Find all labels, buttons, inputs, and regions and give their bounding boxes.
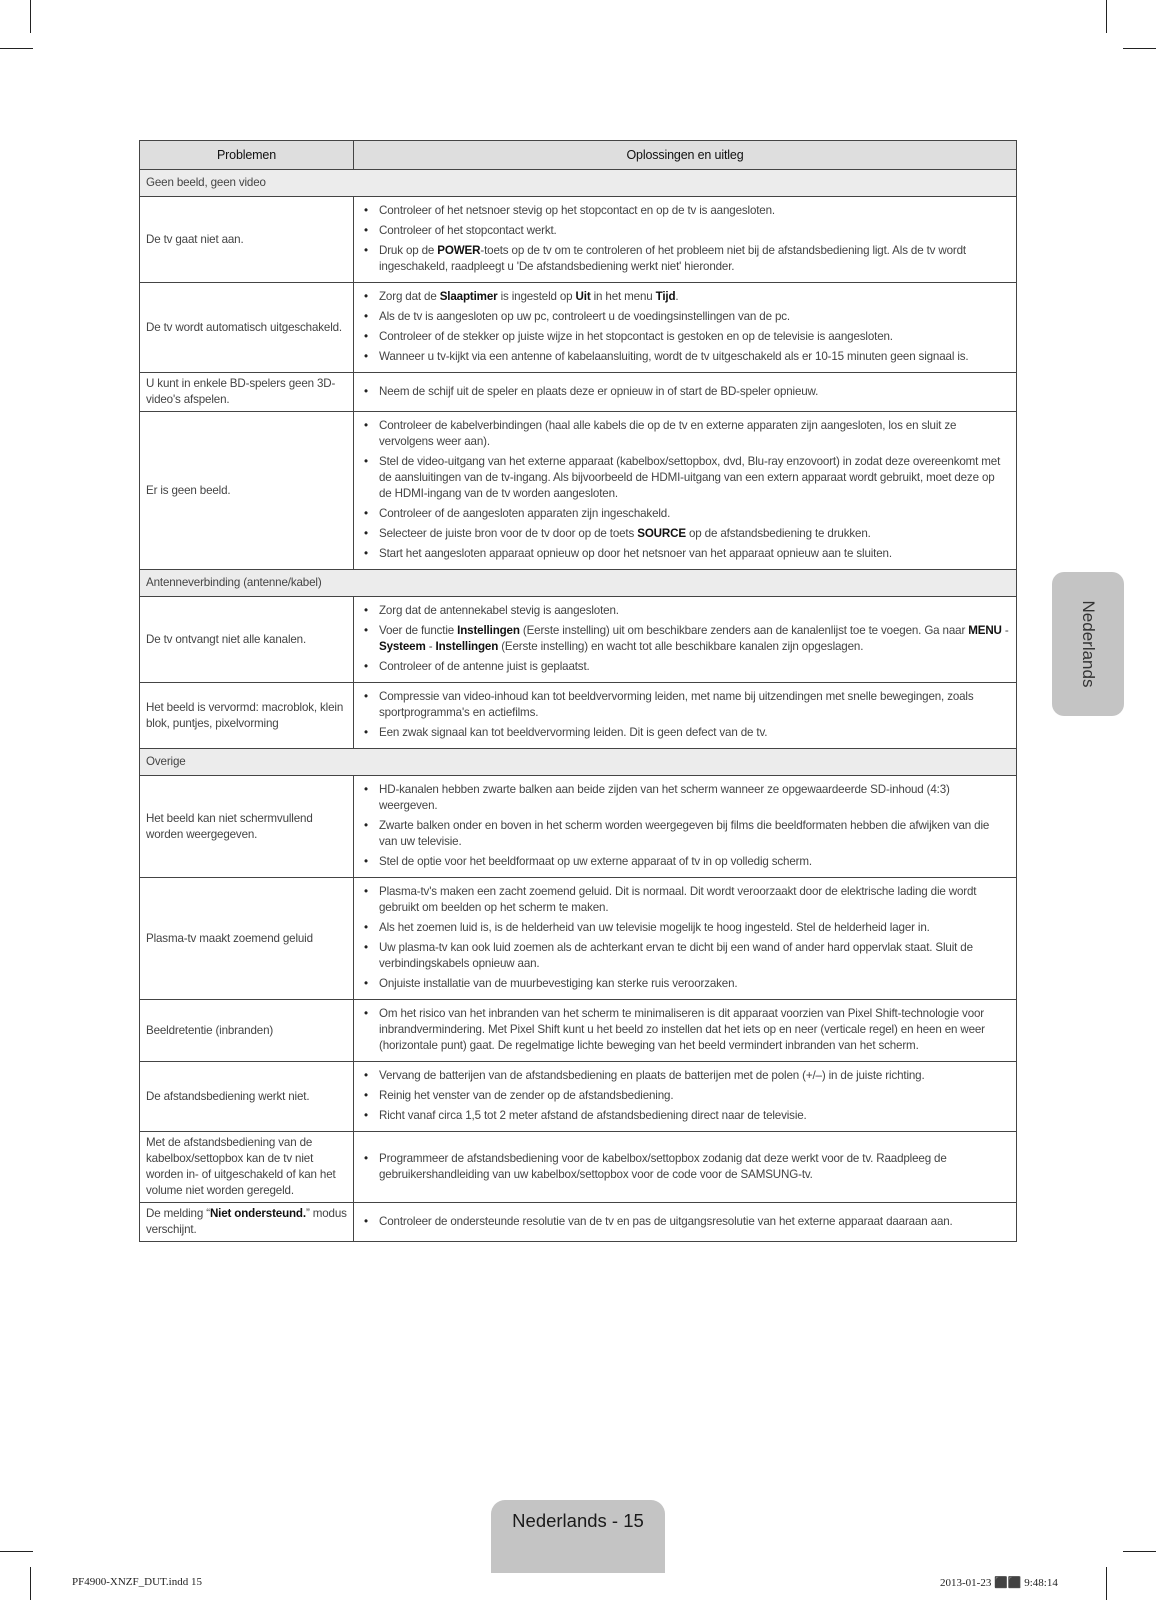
page-number-tab <box>491 1500 665 1573</box>
column-header-solutions: Oplossingen en uitleg <box>354 141 1017 170</box>
footer-file-info: PF4900-XNZF_DUT.indd 15 <box>72 1576 202 1588</box>
problem-cell: De tv ontvangt niet alle kanalen. <box>140 597 354 683</box>
table-row <box>140 197 1017 283</box>
crop-mark <box>30 1567 31 1600</box>
problem-cell: Er is geen beeld. <box>140 412 354 570</box>
section-row <box>140 570 1017 597</box>
section-row <box>140 749 1017 776</box>
solution-item: • Zorg dat de antennekabel stevig is aangesloten. <box>362 603 1010 619</box>
solution-item: • Voer de functie Instellingen (Eerste instelling) uit om beschikbare zenders aan de kanalenlijst toe te voegen. Ga naar MENU - Systeem - Instellingen (Eerste instelling) en wacht tot alle beschikbare kanalen zijn opgeslagen. <box>362 623 1010 655</box>
column-header-problems: Problemen <box>140 141 354 170</box>
problem-cell: De tv wordt automatisch uitgeschakeld. <box>140 283 354 373</box>
solution-item: • Stel de optie voor het beeldformaat op uw externe apparaat of tv in op volledig scherm. <box>362 854 1010 870</box>
solution-list <box>362 1068 1010 1124</box>
solution-list <box>362 1006 1010 1054</box>
solution-item: • Controleer de kabelverbindingen (haal alle kabels die op de tv en externe apparaten zijn aangesloten, los en sluit ze vervolgens weer aan). <box>362 418 1010 450</box>
problem-cell: Het beeld kan niet schermvullend worden weergegeven. <box>140 776 354 878</box>
solution-item: • Stel de video-uitgang van het externe apparaat (kabelbox/settopbox, dvd, Blu-ray enzovoort) in zodat deze overeenkomt met de aansluitingen van de tv-ingang. Als bijvoorbeeld de HDMI-uitgang van een extern apparaat wordt gebruikt, moet deze op de HDMI-ingang van de tv worden aangesloten. <box>362 454 1010 502</box>
section-row <box>140 170 1017 197</box>
table-row <box>140 683 1017 749</box>
solution-list <box>362 203 1010 275</box>
solution-list <box>362 289 1010 365</box>
solution-list <box>362 689 1010 741</box>
solution-item: • Programmeer de afstandsbediening voor de kabelbox/settopbox zodanig dat deze werkt voor de tv. Raadpleeg de gebruikershandleiding van uw kabelbox/settopbox voor de code voor de SAMSUNG-tv. <box>362 1151 1010 1183</box>
solution-cell <box>354 683 1017 749</box>
section-title: Overige <box>140 749 1017 776</box>
solution-cell <box>354 412 1017 570</box>
solution-item: • Controleer of het netsnoer stevig op het stopcontact en op de tv is aangesloten. <box>362 203 1010 219</box>
table-row <box>140 1062 1017 1132</box>
solution-cell <box>354 1203 1017 1242</box>
solution-item: • Wanneer u tv-kijkt via een antenne of kabelaansluiting, wordt de tv uitgeschakeld als er 10-15 minuten geen signaal is. <box>362 349 1010 365</box>
solution-item: • Reinig het venster van de zender op de afstandsbediening. <box>362 1088 1010 1104</box>
crop-mark <box>30 0 31 33</box>
solution-list <box>362 884 1010 992</box>
solution-item: • Onjuiste installatie van de muurbevestiging kan sterke ruis veroorzaken. <box>362 976 1010 992</box>
problem-cell: De tv gaat niet aan. <box>140 197 354 283</box>
crop-mark <box>1123 48 1156 49</box>
solution-cell <box>354 878 1017 1000</box>
table-row <box>140 1000 1017 1062</box>
solution-list <box>362 1151 1010 1183</box>
solution-list <box>362 603 1010 675</box>
problem-cell: De afstandsbediening werkt niet. <box>140 1062 354 1132</box>
solution-cell <box>354 1132 1017 1203</box>
solution-item: • Als het zoemen luid is, is de helderheid van uw televisie mogelijk te hoog ingesteld. Stel de helderheid lager in. <box>362 920 1010 936</box>
table-header-row <box>140 141 1017 170</box>
solution-item: • Controleer of de stekker op juiste wijze in het stopcontact is gestoken en op de televisie is aangesloten. <box>362 329 1010 345</box>
solution-item: • Uw plasma-tv kan ook luid zoemen als de achterkant ervan te dicht bij een wand of ander hard oppervlak staat. Sluit de verbindingskabels opnieuw aan. <box>362 940 1010 972</box>
crop-mark <box>1106 0 1107 33</box>
table-row <box>140 1132 1017 1203</box>
solution-list <box>362 1214 1010 1230</box>
crop-mark <box>1106 1567 1107 1600</box>
problem-cell: U kunt in enkele BD-spelers geen 3D-video's afspelen. <box>140 373 354 412</box>
solution-item: • Compressie van video-inhoud kan tot beeldvervorming leiden, met name bij uitzendingen met snelle bewegingen, zoals sportprogramma's en actiefilms. <box>362 689 1010 721</box>
solution-item: • Zorg dat de Slaaptimer is ingesteld op Uit in het menu Tijd. <box>362 289 1010 305</box>
table-row <box>140 776 1017 878</box>
solution-cell <box>354 1000 1017 1062</box>
solution-item: • Selecteer de juiste bron voor de tv door op de toets SOURCE op de afstandsbediening te drukken. <box>362 526 1010 542</box>
page-number-label: Nederlands - 15 <box>512 1510 644 1531</box>
language-side-tab <box>1052 572 1124 716</box>
solution-item: • Een zwak signaal kan tot beeldvervorming leiden. Dit is geen defect van de tv. <box>362 725 1010 741</box>
solution-cell <box>354 597 1017 683</box>
table-row <box>140 878 1017 1000</box>
crop-mark <box>1123 1551 1156 1552</box>
crop-mark <box>0 1551 33 1552</box>
problem-cell: Het beeld is vervormd: macroblok, klein blok, puntjes, pixelvorming <box>140 683 354 749</box>
troubleshooting-table <box>139 140 1017 1242</box>
solution-item: • Controleer de ondersteunde resolutie van de tv en pas de uitgangsresolutie van het externe apparaat daaraan aan. <box>362 1214 1010 1230</box>
table-row <box>140 412 1017 570</box>
crop-mark <box>0 48 33 49</box>
problem-cell: Beeldretentie (inbranden) <box>140 1000 354 1062</box>
solution-item: • Richt vanaf circa 1,5 tot 2 meter afstand de afstandsbediening direct naar de televisie. <box>362 1108 1010 1124</box>
table-body <box>140 170 1017 1242</box>
section-title: Geen beeld, geen video <box>140 170 1017 197</box>
solution-item: • Neem de schijf uit de speler en plaats deze er opnieuw in of start de BD-speler opnieuw. <box>362 384 1010 400</box>
table-row <box>140 283 1017 373</box>
table-row <box>140 1203 1017 1242</box>
solution-item: • Vervang de batterijen van de afstandsbediening en plaats de batterijen met de polen (+/–) in de juiste richting. <box>362 1068 1010 1084</box>
solution-item: • Controleer of de antenne juist is geplaatst. <box>362 659 1010 675</box>
solution-list <box>362 418 1010 562</box>
solution-item: • Controleer of de aangesloten apparaten zijn ingeschakeld. <box>362 506 1010 522</box>
solution-cell <box>354 1062 1017 1132</box>
problem-cell: De melding “Niet ondersteund.” modus verschijnt. <box>140 1203 354 1242</box>
table-row <box>140 373 1017 412</box>
solution-item: • Als de tv is aangesloten op uw pc, controleert u de voedingsinstellingen van de pc. <box>362 309 1010 325</box>
table-row <box>140 597 1017 683</box>
section-title: Antenneverbinding (antenne/kabel) <box>140 570 1017 597</box>
solution-item: • Start het aangesloten apparaat opnieuw op door het netsnoer van het apparaat opnieuw aan te sluiten. <box>362 546 1010 562</box>
problem-cell: Met de afstandsbediening van de kabelbox/settopbox kan de tv niet worden in- of uitgeschakeld of kan het volume niet worden geregeld. <box>140 1132 354 1203</box>
problem-cell: Plasma-tv maakt zoemend geluid <box>140 878 354 1000</box>
solution-cell <box>354 197 1017 283</box>
solution-item: • Druk op de POWER-toets op de tv om te controleren of het probleem niet bij de afstandsbediening ligt. Als de tv wordt ingeschakeld, raadpleegt u 'De afstandsbediening werkt niet' hieronder. <box>362 243 1010 275</box>
footer-timestamp: 2013-01-23 ⬛⬛ 9:48:14 <box>940 1577 1058 1589</box>
side-tab-label: Nederlands <box>1079 600 1098 688</box>
solution-item: • HD-kanalen hebben zwarte balken aan beide zijden van het scherm wanneer ze opgewaardeerde SD-inhoud (4:3) weergeven. <box>362 782 1010 814</box>
solution-item: • Om het risico van het inbranden van het scherm te minimaliseren is dit apparaat voorzien van Pixel Shift-technologie voor inbrandvermindering. Met Pixel Shift kunt u het beeld zo instellen dat het iets op en neer (verticale regel) en heen en weer (horizontale punt) gaat. De regelmatige lichte beweging van het beeld vermindert inbranden van het scherm. <box>362 1006 1010 1054</box>
solution-list <box>362 384 1010 400</box>
solution-cell <box>354 373 1017 412</box>
solution-list <box>362 782 1010 870</box>
solution-cell <box>354 283 1017 373</box>
solution-item: • Zwarte balken onder en boven in het scherm worden weergegeven bij films die beeldformaten hebben die afwijken van die van uw televisie. <box>362 818 1010 850</box>
solution-cell <box>354 776 1017 878</box>
solution-item: • Controleer of het stopcontact werkt. <box>362 223 1010 239</box>
solution-item: • Plasma-tv's maken een zacht zoemend geluid. Dit is normaal. Dit wordt veroorzaakt door de elektrische lading die wordt gebruikt om beelden op het scherm te maken. <box>362 884 1010 916</box>
